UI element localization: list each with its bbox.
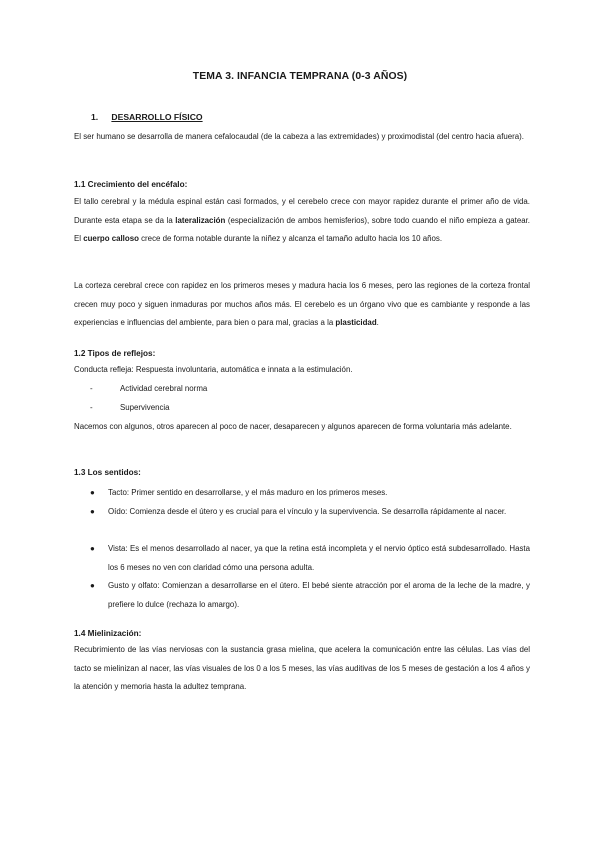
dash-marker: - <box>90 403 93 412</box>
section-number: 1. <box>91 112 99 122</box>
dash-marker: - <box>90 384 93 393</box>
intro-paragraph: El ser humano se desarrolla de manera cefalocaudal (de la cabeza a las extremidades) y proximodistal (del centro hacia afuera). <box>74 132 525 141</box>
mielinizacion-paragraph: Recubrimiento de las vías nerviosas con la sustancia grasa mielina, que acelera la comunicación entre las células. Las vías del tacto se mielinizan al nacer, las vías visuales de los 0 a los 5 meses, las vías auditivas de los 5 meses de gestación a los 4 años y la atención y memoria hasta la adultez temprana. <box>74 645 530 692</box>
bullet-marker: ● <box>90 581 95 590</box>
list-item-text: Tacto: Primer sentido en desarrollarse, y el más maduro en los primeros meses. <box>108 488 388 497</box>
subsection-heading-encefalo: 1.1 Crecimiento del encéfalo: <box>74 180 188 189</box>
subsection-heading-mielinizacion: 1.4 Mielinización: <box>74 629 142 638</box>
term-cuerpo-calloso: cuerpo calloso <box>83 234 139 244</box>
section-label: DESARROLLO FÍSICO <box>111 112 203 122</box>
list-item-text: Supervivencia <box>120 403 170 412</box>
list-item-text: Vista: Es el menos desarrollado al nacer, ya que la retina está incompleta y el nervio óptico está subdesarrollado. Hasta los 6 meses no ven con claridad cómo una persona adulta. <box>108 544 530 572</box>
text-run: La corteza cerebral crece con rapidez en los primeros meses y madura hacia los 6 meses, pero las regiones de la corteza frontal crecen muy poco y siguen inmaduras por muchos años más. El cerebelo es un órgano vivo que es cambiante y responde a las experiencias e influencias del ambiente, para bien o para mal, gracias a la <box>74 281 530 328</box>
subsection-heading-sentidos: 1.3 Los sentidos: <box>74 468 141 477</box>
text-run: crece de forma notable durante la niñez y alcanza el tamaño adulto hacia los 10 años. <box>138 234 443 244</box>
list-item-text: Actividad cerebral norma <box>120 384 208 393</box>
list-item-text: Oído: Comienza desde el útero y es crucial para el vínculo y la supervivencia. Se desarrolla rápidamente al nacer. <box>108 507 507 516</box>
section-heading-desarrollo-fisico <box>91 112 203 122</box>
encefalo-paragraph-2 <box>74 277 530 333</box>
reflejos-definition: Conducta refleja: Respuesta involuntaria, automática e innata a la estimulación. <box>74 365 353 374</box>
text-run: (especialización de ambos hemisferios), sobre todo cuando el niño empieza a gatear. El <box>74 215 530 244</box>
term-lateralizacion: lateralización <box>175 215 226 225</box>
reflejos-paragraph: Nacemos con algunos, otros aparecen al poco de nacer, desaparecen y algunos aparecen de forma voluntaria más adelante. <box>74 422 512 431</box>
list-item <box>74 577 530 614</box>
encefalo-paragraph-1 <box>74 193 530 249</box>
list-item-text: Gusto y olfato: Comienzan a desarrollarse en el útero. El bebé siente atracción por el aroma de la leche de la madre, y prefiere lo dulce (rechaza lo amargo). <box>108 581 530 609</box>
subsection-heading-reflejos: 1.2 Tipos de reflejos: <box>74 349 156 358</box>
bullet-marker: ● <box>90 544 95 553</box>
text-run: . <box>376 318 379 328</box>
bullet-marker: ● <box>90 507 95 516</box>
list-item <box>74 503 530 522</box>
text-run: El tallo cerebral y la médula espinal están casi formados, y el cerebelo crece con mayor rapidez durante el primer año de vida. Durante esta etapa se da la <box>74 197 530 225</box>
list-item <box>74 484 530 503</box>
list-item <box>74 540 530 577</box>
bullet-marker: ● <box>90 488 95 497</box>
document-title: TEMA 3. INFANCIA TEMPRANA (0-3 AÑOS) <box>192 71 408 82</box>
term-plasticidad: plasticidad <box>335 318 377 328</box>
